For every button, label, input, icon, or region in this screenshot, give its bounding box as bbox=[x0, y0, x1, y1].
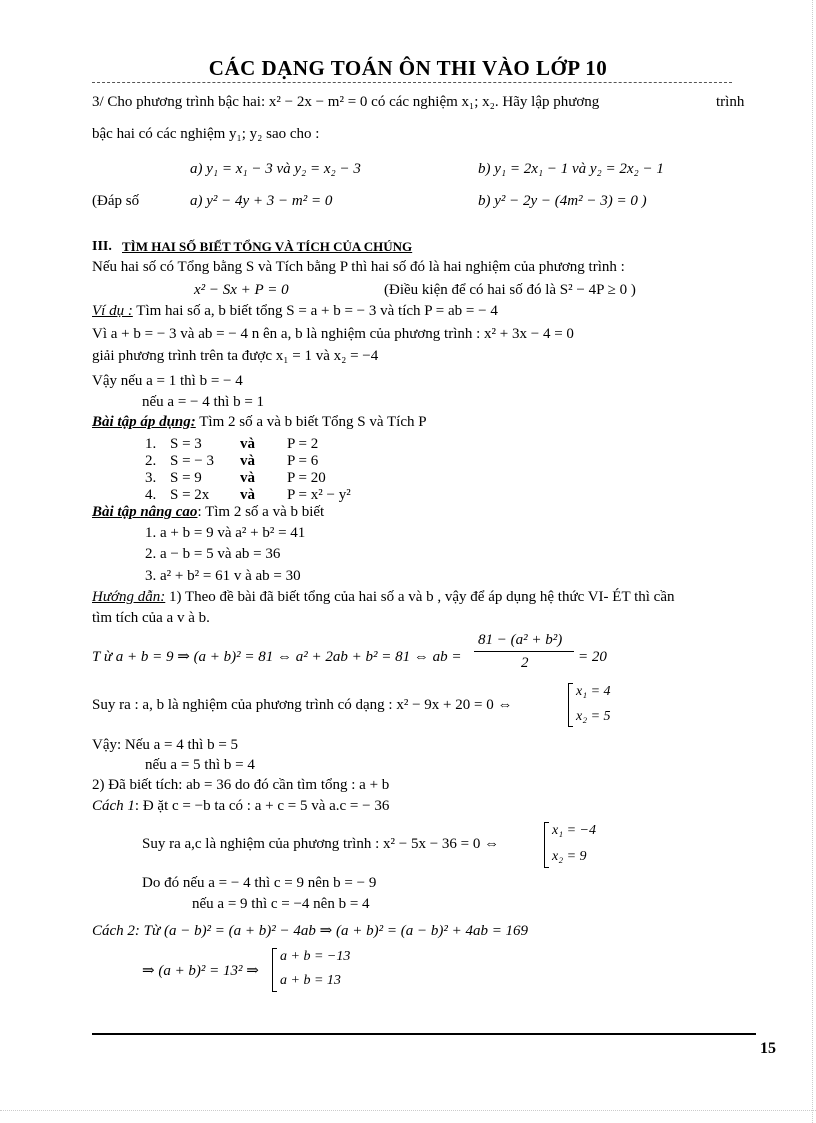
section-heading: TÌM HAI SỐ BIẾT TỔNG VÀ TÍCH CỦA CHÚNG bbox=[122, 239, 413, 254]
suy-ra-2: Suy ra a,c là nghiệm của phương trình : x² − 5x − 36 = 0 ⇔ bbox=[142, 836, 500, 852]
nangcao-line bbox=[92, 503, 324, 521]
dodo-line2: nếu a = 9 thì c = −4 nên b = 4 bbox=[192, 896, 370, 912]
apdung-item-1-p: P = 2 bbox=[287, 436, 319, 452]
apdung-item-1-va: và bbox=[240, 436, 255, 452]
vay-line1: Vậy: Nếu a = 4 thì b = 5 bbox=[92, 737, 239, 753]
vieta-condition: (Điều kiện để có hai số đó là S² − 4P ≥ 0 ) bbox=[384, 282, 636, 298]
example-label: Ví dụ : bbox=[92, 303, 133, 319]
example-conclusion2: nếu a = − 4 thì b = 1 bbox=[142, 394, 265, 410]
example-text: Tìm hai số a, b biết tổng S = a + b = − 3 và tích P = ab = − 4 bbox=[132, 303, 498, 319]
suy-ra-1: Suy ra : a, b là nghiệm của phương trình có dạng : x² − 9x + 20 = 0 ⇔ bbox=[92, 697, 513, 713]
apdung-item-3: 3. bbox=[145, 470, 157, 486]
apdung-item-4-va: và bbox=[240, 487, 255, 503]
system-bracket-1 bbox=[568, 683, 573, 727]
hint-line2: tìm tích của a v à b. bbox=[92, 610, 210, 626]
nangcao-item-1: 1. a + b = 9 và a² + b² = 41 bbox=[145, 525, 306, 541]
section-number: III. bbox=[92, 239, 112, 254]
nangcao-label: Bài tập nâng cao bbox=[92, 504, 198, 520]
apdung-item-2-p: P = 6 bbox=[287, 453, 319, 469]
fraction-denominator: 2 bbox=[521, 655, 529, 671]
apdung-item-2: 2. bbox=[145, 453, 157, 469]
cach1-text: : Đ ặt c = −b ta có : a + c = 5 và a.c = − 36 bbox=[134, 798, 390, 814]
system3-sum1: a + b = −13 bbox=[280, 949, 351, 964]
system3-sum2: a + b = 13 bbox=[280, 973, 341, 988]
apdung-item-3-p: P = 20 bbox=[287, 470, 326, 486]
answer-a: a) y² − 4y + 3 − m² = 0 bbox=[190, 193, 333, 209]
fraction-bar bbox=[474, 651, 574, 652]
problem3-part-a: a) y₁ = x₁ − 3 và y₂ = x₂ − 3 bbox=[190, 161, 361, 177]
problem3-part-b: b) y₁ = 2x₁ − 1 và y₂ = 2x₂ − 1 bbox=[478, 161, 664, 177]
apdung-item-2-s: S = − 3 bbox=[170, 453, 215, 469]
apdung-item-4-p: P = x² − y² bbox=[287, 487, 351, 503]
cach2-text: Từ (a − b)² = (a + b)² − 4ab ⇒ (a + b)² = (a − b)² + 4ab = 169 bbox=[139, 923, 529, 939]
page-number: 15 bbox=[760, 1040, 776, 1057]
apdung-label: Bài tập áp dụng: bbox=[92, 414, 196, 430]
nangcao-text: : Tìm 2 số a và b biết bbox=[197, 504, 325, 520]
header-divider bbox=[92, 82, 732, 83]
answer-label: (Đáp số bbox=[92, 193, 140, 209]
cach1-line bbox=[92, 797, 389, 815]
derivation-left: T ừ a + b = 9 ⇒ (a + b)² = 81 ⇔ a² + 2ab + b² = 81 ⇔ ab = bbox=[92, 649, 462, 665]
cach2-label: Cách 2: bbox=[92, 923, 140, 939]
fraction-result: = 20 bbox=[578, 649, 607, 665]
answer-b: b) y² − 2y − (4m² − 3) = 0 ) bbox=[478, 193, 647, 209]
apdung-item-4: 4. bbox=[145, 487, 157, 503]
dodo-line1: Do đó nếu a = − 4 thì c = 9 nên b = − 9 bbox=[142, 875, 377, 891]
item-number: 1. bbox=[145, 436, 157, 452]
nangcao-item-3: 3. a² + b² = 61 v à ab = 30 bbox=[145, 568, 301, 584]
system2-root2: x₂ = 9 bbox=[552, 849, 587, 864]
example-conclusion1: Vậy nếu a = 1 thì b = − 4 bbox=[92, 373, 243, 389]
problem3-line2: bậc hai có các nghiệm y₁; y₂ sao cho : bbox=[92, 126, 320, 142]
hint-label: Hướng dẫn: bbox=[92, 589, 166, 605]
apdung-item-3-va: và bbox=[240, 470, 255, 486]
system1-root2: x₂ = 5 bbox=[576, 709, 611, 724]
apdung-text: Tìm 2 số a và b biết Tổng S và Tích P bbox=[195, 414, 427, 430]
example-step1: Vì a + b = − 3 và ab = − 4 n ên a, b là nghiệm của phương trình : x² + 3x − 4 = 0 bbox=[92, 326, 574, 342]
hint-part2: 2) Đã biết tích: ab = 36 do đó cần tìm tổng : a + b bbox=[92, 777, 390, 793]
apdung-item-1-s: S = 3 bbox=[170, 436, 202, 452]
system2-root1: x₁ = −4 bbox=[552, 823, 596, 838]
system1-root1: x₁ = 4 bbox=[576, 684, 611, 699]
page-edge-right bbox=[812, 0, 813, 1123]
hint-text: 1) Theo đề bài đã biết tổng của hai số a và b , vậy để áp dụng hệ thức VI- ÉT thì cần bbox=[165, 589, 675, 605]
apdung-item-3-s: S = 9 bbox=[170, 470, 202, 486]
page-edge-bottom bbox=[0, 1110, 816, 1111]
fraction-numerator: 81 − (a² + b²) bbox=[478, 632, 563, 648]
apdung-item-4-s: S = 2x bbox=[170, 487, 210, 503]
vieta-equation: x² − Sx + P = 0 bbox=[194, 282, 289, 298]
nangcao-item-2: 2. a − b = 5 và ab = 36 bbox=[145, 546, 281, 562]
hint-line1 bbox=[92, 588, 675, 606]
footer-rule bbox=[92, 1033, 756, 1035]
implication: ⇒ (a + b)² = 13² ⇒ bbox=[142, 963, 259, 979]
page-title: CÁC DẠNG TOÁN ÔN THI VÀO LỚP 10 bbox=[208, 56, 608, 80]
problem3-line1: 3/ Cho phương trình bậc hai: x² − 2x − m² = 0 có các nghiệm x₁; x₂. Hãy lập phương bbox=[92, 94, 600, 110]
cach1-label: Cách 1 bbox=[92, 798, 135, 814]
apdung-item-2-va: và bbox=[240, 453, 255, 469]
cach2-line bbox=[92, 922, 528, 940]
system-bracket-3 bbox=[272, 948, 277, 992]
apdung-line bbox=[92, 413, 427, 431]
apdung-item-1 bbox=[145, 435, 156, 453]
section-intro: Nếu hai số có Tổng bằng S và Tích bằng P thì hai số đó là hai nghiệm của phương trình : bbox=[92, 259, 625, 275]
example-line bbox=[92, 302, 498, 320]
example-step2: giải phương trình trên ta được x₁ = 1 và x₂ = −4 bbox=[92, 348, 379, 364]
problem3-line1-end: trình bbox=[716, 94, 745, 110]
system-bracket-2 bbox=[544, 822, 549, 868]
vay-line2: nếu a = 5 thì b = 4 bbox=[145, 757, 255, 773]
